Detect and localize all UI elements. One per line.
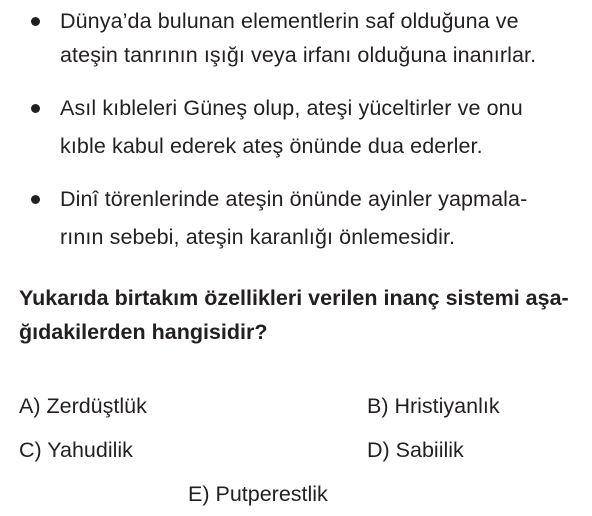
statement-line: kıble kabul ederek ateş önünde dua ederler. (60, 134, 483, 158)
statement-line: rının sebebi, ateşin karanlığı önlemesidir. (60, 225, 456, 249)
bullet-icon (31, 17, 40, 26)
bullet-icon (31, 104, 40, 113)
statement-line: Asıl kıbleleri Güneş olup, ateşi yüceltirler ve onu (60, 96, 523, 120)
option-d[interactable]: D) Sabiilik (367, 438, 464, 462)
statement-line: Dünya’da bulunan elementlerin saf olduğuna ve (60, 9, 519, 33)
question-stem-line: ğıdakilerden hangisidir? (19, 320, 268, 344)
statement-line: Dinî törenlerinde ateşin önünde ayinler yapmala- (60, 187, 528, 211)
option-b[interactable]: B) Hristiyanlık (367, 394, 500, 418)
option-c[interactable]: C) Yahudilik (19, 438, 133, 462)
bullet-icon (31, 195, 40, 204)
option-a[interactable]: A) Zerdüştlük (19, 394, 147, 418)
question-stem-line: Yukarıda birtakım özellikleri verilen inanç sistemi aşa- (19, 286, 569, 310)
option-e[interactable]: E) Putperestlik (188, 482, 328, 506)
statement-line: ateşin tanrının ışığı veya irfanı olduğuna inanırlar. (60, 43, 537, 67)
